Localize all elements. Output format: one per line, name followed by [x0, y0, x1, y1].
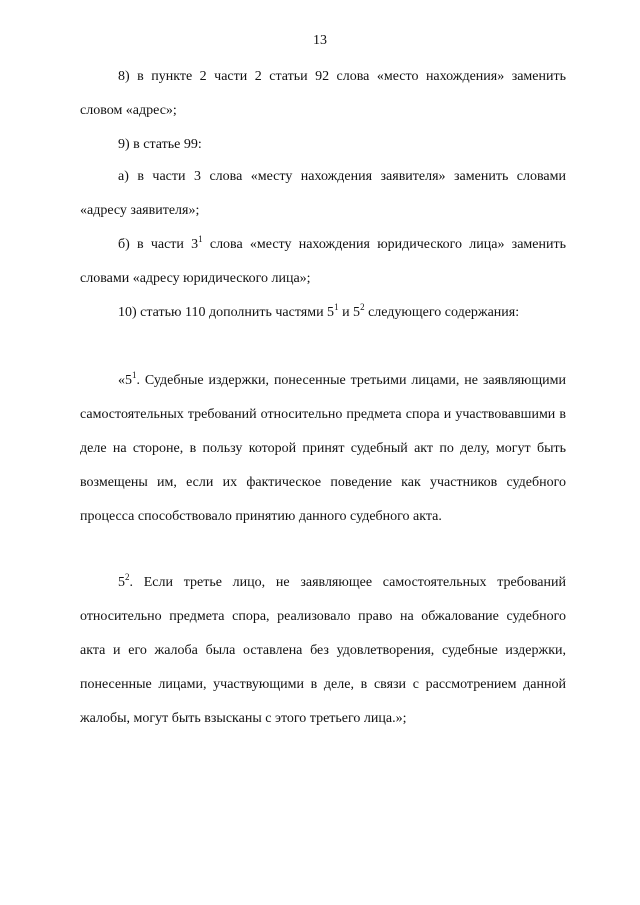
superscript: 2 — [360, 302, 365, 312]
paragraph-subitem-b — [80, 228, 566, 296]
superscript: 1 — [132, 370, 137, 380]
part-5-1-text-end: . Судебные издержки, понесенные третьими лицами, не заявляющими самостоятельных требований относительно предмета спора и участвовавшими в деле на стороне, в пользу которой принят судебный акт по делу, могут быть возмещены им, если их фактическое поведение как участников судебного процесса способствовало принятию данного судебного акта. — [80, 373, 566, 524]
superscript: 2 — [125, 572, 130, 582]
page-number: 13 — [313, 33, 327, 48]
part-5-2-text-start: 5 — [118, 575, 125, 590]
quoted-part-5-1 — [80, 364, 566, 534]
paragraph-item-9: 9) в статье 99: — [118, 137, 202, 152]
subitem-b-text-start: б) в части 3 — [118, 237, 199, 252]
paragraph-subitem-a: а) в части 3 слова «месту нахождения заявителя» заменить словами «адресу заявителя»; — [80, 169, 566, 218]
quoted-part-5-2 — [80, 566, 566, 736]
subitem-b-text-end: слова «месту нахождения юридического лица» заменить словами «адресу юридического лица»; — [80, 237, 566, 286]
item-10-text-mid: и 5 — [338, 305, 361, 320]
superscript: 1 — [334, 302, 339, 312]
item-10-text-end: следующего содержания: — [364, 305, 520, 320]
paragraph-item-10 — [80, 296, 566, 330]
superscript: 1 — [198, 234, 203, 244]
part-5-2-text-end: . Если третье лицо, не заявляющее самостоятельных требований относительно предмета спора, реализовало право на обжалование судебного акта и его жалоба была оставлена без удовлетворения, судебные издержки, понесенные лицами, участвующими в деле, в связи с рассмотрением данной жалобы, могут быть взысканы с этого третьего лица.»; — [80, 575, 566, 726]
item-10-text-start: 10) статью 110 дополнить частями 5 — [118, 305, 335, 320]
part-5-1-text-start: «5 — [118, 373, 132, 388]
paragraph-item-8: 8) в пункте 2 части 2 статьи 92 слова «место нахождения» заменить словом «адрес»; — [80, 69, 566, 118]
